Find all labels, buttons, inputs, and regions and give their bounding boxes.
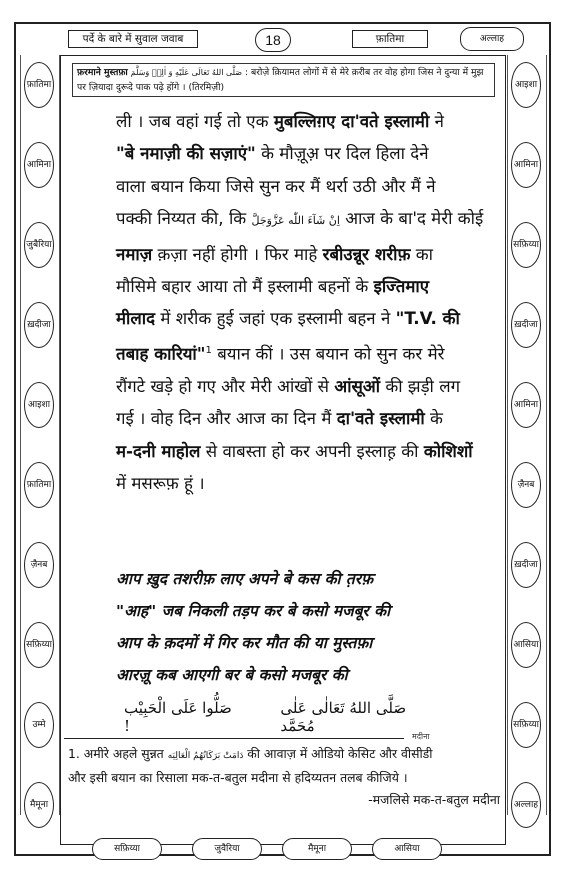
right-side-oval: आमिना	[511, 382, 541, 428]
footnote-line: 1. अमीरे अहले सुन्नत دَامَتْ بَرَكَاتُهُمُ الْعَالِيَه की आवाज़ में ओडियो केसिट और वीसीडी	[68, 746, 433, 761]
hadith-box	[72, 63, 495, 97]
bottom-oval: आसिया	[372, 838, 442, 860]
right-side-oval: आइशा	[511, 62, 541, 108]
chapter-title: फ़ातिमा	[375, 33, 405, 45]
chapter-box	[352, 30, 428, 48]
body-text	[116, 105, 484, 499]
left-side-oval: फ़ातिमा	[24, 462, 54, 508]
poem-line: "आह" जब निकली तड़प कर बे कसो मजबूर की	[116, 602, 391, 620]
left-side-oval: उम्मे	[24, 702, 54, 748]
left-side-oval: फ़ातिमा	[24, 62, 54, 108]
body-line: मीलाद में शरीक हुई जहां एक इस्लामी बहन ने "T.V. की	[116, 308, 460, 329]
salat-right: صَلَّى اللهُ تَعَالٰى عَلٰى مُحَمَّد	[280, 699, 407, 735]
hadith-label: फ़रमाने मुस्तफ़ा	[77, 67, 128, 78]
right-side-oval: आसिया	[511, 622, 541, 668]
right-side-oval: ज़ैनब	[511, 462, 541, 508]
hadith-text-1: : बरोज़े क़ियामत लोगों में से मेरे क़रीब तर वोह होगा जिस ने दुन्या में मुझ	[245, 67, 484, 78]
right-side-oval: सफ़िय्या	[511, 702, 541, 748]
left-side-oval: मैमूना	[24, 782, 54, 828]
top-right-oval	[460, 27, 524, 51]
bottom-oval: जुवैरिया	[192, 838, 262, 860]
body-line: पक्की निय्यत की, कि اِنْ شَآءَ اللّٰه عَزَّوَجَلَّ आज के बा'द मेरी कोई	[116, 208, 484, 229]
top-right-oval-label: अल्लाह	[479, 34, 505, 44]
hadith-text-2: पर ज़ियादा दुरूदे पाक पढ़े होंगे ।	[77, 82, 186, 93]
footnote-rule	[64, 738, 404, 739]
footnote	[68, 743, 500, 811]
body-line: म-दनी माहोल से वाबस्ता हो कर अपनी इस्लाह़ की कोशिशों	[116, 440, 473, 461]
right-side-oval: ख़दीजा	[511, 302, 541, 348]
bottom-oval: सफ़िय्या	[92, 838, 162, 860]
footnote-marker: मदीना	[412, 732, 430, 741]
hadith-salutation: صَلَّى اللهُ تَعَالَى عَلَيْهِ وَ اٰلِهٖ وَسَلَّمَ	[130, 68, 243, 77]
footnote-signature: -मजलिसे मक-त-बतुल मदीना	[368, 792, 500, 807]
poem	[116, 563, 446, 691]
left-side-oval: ज़ैनब	[24, 542, 54, 588]
left-side-oval: जुबैरिया	[24, 222, 54, 268]
left-side-oval: ख़दीजा	[24, 302, 54, 348]
body-line: वाला बयान किया जिसे सुन कर मैं थर्रा उठी और मैं ने	[116, 175, 436, 196]
right-side-oval: अल्लाह	[511, 782, 541, 828]
right-side-oval: ख़दीजा	[511, 542, 541, 588]
book-title: पर्दे के बारे में सुवाल जवाब	[82, 33, 184, 45]
right-side-oval: आमिना	[511, 142, 541, 188]
body-line: तबाह कारियां"$^1$ बयान कीं । उस बयान को सुन कर मेरे	[116, 343, 445, 364]
hadith-source: (तिरमिज़ी)	[188, 82, 225, 93]
book-title-box	[68, 30, 198, 48]
poem-line: आरज़ू कब आएगी बर बे कसो मजबूर की	[116, 666, 348, 684]
body-line: नमाज़ क़ज़ा नहीं होगी । फिर माहे रबीउन्नूर शरीफ़ का	[116, 243, 434, 264]
salat-left: صَلُّوا عَلَى الْحَبِيْب !	[124, 699, 232, 735]
body-line: ली । जब वहां गई तो एक मुबल्लिग़ए दा'वते इस्लामी ने	[116, 111, 444, 131]
poem-line: आप के क़दमों में गिर कर मौत की या मुस्तफ़ा	[116, 634, 373, 652]
left-side-oval: आमिना	[24, 142, 54, 188]
poem-line: आप ख़ुद तशरीफ़ लाए अपने बे कस की त़रफ़	[116, 570, 374, 588]
bottom-oval: मैमूना	[282, 838, 352, 860]
left-side-oval: सफ़िय्या	[24, 622, 54, 668]
salat-line	[124, 699, 442, 735]
body-line: में मसरूफ़ हूं ।	[116, 473, 205, 494]
body-line: गई । वोह दिन और आज का दिन मैं दा'वते इस्लामी के	[116, 408, 443, 429]
footnote-line: और इसी बयान का रिसाला मक-त-बतुल मदीना से हदिय्यतन तलब कीजिये ।	[68, 770, 408, 785]
page-number: 18	[255, 28, 291, 52]
right-side-oval: सफ़िय्या	[511, 222, 541, 268]
body-line: रौंगटे खड़े हो गए और मेरी आंखों से आंसूओं की झड़ी लग	[116, 375, 461, 396]
left-side-oval: आइशा	[24, 382, 54, 428]
body-line: मौसिमे बहार आया तो मैं इस्लामी बहनों के इज्तिमाए	[116, 276, 429, 297]
body-line: "बे नमाज़ी की सज़ाएं" के मौज़ूअ़ पर दिल हिला देने	[116, 143, 429, 164]
